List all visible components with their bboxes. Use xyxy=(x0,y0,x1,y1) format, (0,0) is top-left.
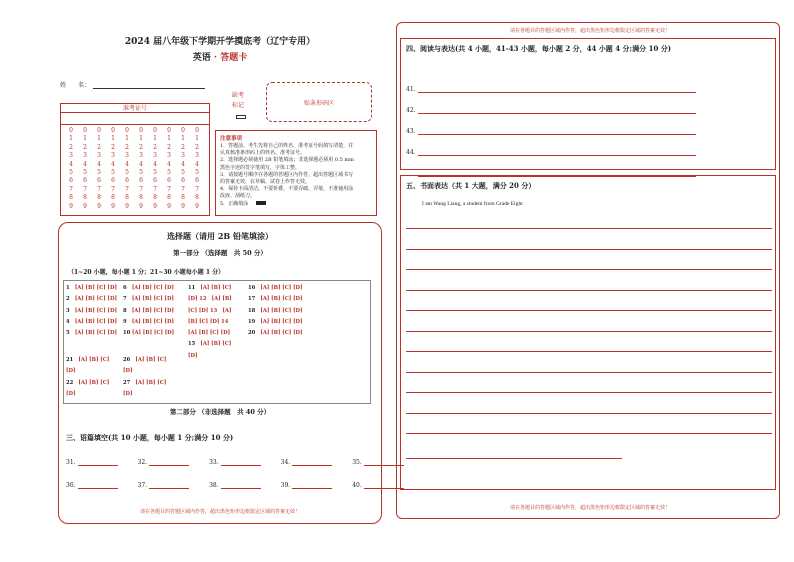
part2-title: 第二部分 （非选择题 共 40 分） xyxy=(169,408,271,416)
exam-id-digit[interactable]: 0 xyxy=(125,127,129,134)
essay-line[interactable] xyxy=(406,331,772,332)
mc-question-row[interactable]: 9 [A] [B] [C] [D] xyxy=(123,318,174,325)
essay-lines[interactable] xyxy=(406,228,772,454)
exam-id-digit[interactable]: 1 xyxy=(83,135,87,143)
mc-question-row[interactable]: 16 [A] [B] [C] [D] xyxy=(248,285,303,291)
exam-id-digit[interactable]: 9 xyxy=(111,202,115,210)
exam-id-digit[interactable]: 5 xyxy=(181,169,185,177)
fill-row-1[interactable] xyxy=(66,458,404,466)
essay-line[interactable] xyxy=(406,433,772,434)
mc-block-4[interactable] xyxy=(248,283,303,339)
exam-id-digit[interactable]: 4 xyxy=(153,160,157,168)
fill-blank[interactable] xyxy=(66,481,118,489)
warning-right-bottom: 请在各题目的答题区域内作答，超出黑色矩形边框限定区域的答案无效！ xyxy=(509,505,670,511)
exam-id-digit[interactable]: 3 xyxy=(111,152,115,160)
exam-id-digit[interactable]: 1 xyxy=(167,135,171,143)
mc-block-2[interactable] xyxy=(123,283,174,339)
essay-line[interactable] xyxy=(406,249,772,250)
name-field[interactable] xyxy=(93,80,205,89)
exam-id-digit[interactable]: 0 xyxy=(83,127,87,134)
exam-id-digit[interactable]: 1 xyxy=(139,135,143,143)
reading-answer-line[interactable] xyxy=(418,134,696,135)
exam-id-digit[interactable]: 1 xyxy=(153,135,157,143)
exam-id-digit[interactable]: 8 xyxy=(195,194,199,202)
section3-title: 三、语篇填空(共 10 小题，每小题 1 分;满分 10 分) xyxy=(66,433,234,442)
name-label: 姓 名： xyxy=(60,82,91,89)
mc-question-row[interactable]: [D] xyxy=(188,352,198,359)
mc-question-row[interactable]: 22 [A] [B] [C] xyxy=(66,379,110,386)
exam-id-digit[interactable]: 0 xyxy=(111,127,115,134)
essay-line[interactable] xyxy=(406,310,772,311)
exam-id-digit[interactable]: 7 xyxy=(195,185,199,193)
fill-blank[interactable] xyxy=(209,458,261,466)
absent-mark xyxy=(232,91,244,111)
exam-id-digit[interactable]: 4 xyxy=(69,160,73,168)
essay-line[interactable] xyxy=(406,392,772,393)
exam-id-digit[interactable]: 5 xyxy=(125,169,129,177)
exam-id-digit[interactable]: 1 xyxy=(195,135,199,143)
fill-blank-number: 39. xyxy=(280,482,291,489)
exam-id-digit[interactable]: 7 xyxy=(139,185,143,193)
exam-id-digit[interactable]: 6 xyxy=(167,177,171,185)
exam-id-digit[interactable]: 3 xyxy=(181,152,185,160)
mc-question-row[interactable]: 18 [A] [B] [C] [D] xyxy=(248,307,303,314)
exam-id-digit[interactable]: 6 xyxy=(97,177,101,185)
exam-id-digit[interactable]: 9 xyxy=(181,202,185,210)
fill-blank-line[interactable] xyxy=(149,481,189,489)
fill-blank[interactable] xyxy=(209,481,261,489)
fill-blank-line[interactable] xyxy=(149,458,189,466)
mc-block-1[interactable] xyxy=(66,283,117,339)
fill-blank[interactable] xyxy=(138,481,190,489)
absent-checkbox[interactable] xyxy=(236,115,246,119)
exam-id-digit[interactable]: 6 xyxy=(69,177,73,185)
mc-question-row[interactable]: 15 [A] [B] [C] xyxy=(188,341,232,348)
exam-id-digit[interactable]: 1 xyxy=(181,135,185,143)
exam-id-digit[interactable]: 2 xyxy=(195,143,199,151)
exam-id-digit[interactable]: 7 xyxy=(125,185,129,193)
exam-id-write-row[interactable] xyxy=(61,113,209,125)
exam-id-digit[interactable]: 6 xyxy=(139,177,143,185)
exam-id-column[interactable] xyxy=(193,127,201,211)
mc-question-row[interactable]: 10 [A] [B] [C] [D] xyxy=(123,330,175,337)
exam-id-digit[interactable]: 5 xyxy=(195,169,199,177)
exam-id-digit[interactable]: 2 xyxy=(83,143,87,151)
exam-id-digit[interactable]: 2 xyxy=(111,143,115,151)
exam-id-digit[interactable]: 1 xyxy=(69,135,73,143)
section4-answer-lines[interactable] xyxy=(406,72,696,177)
exam-id-digit[interactable]: 0 xyxy=(195,127,199,134)
absent-line2: 标记 xyxy=(232,102,245,109)
exam-id-digit[interactable]: 4 xyxy=(167,160,171,168)
mc-question-row[interactable]: 21 [A] [B] [C] xyxy=(66,357,110,363)
mc-question-row[interactable]: 4 [A] [B] [C] [D] xyxy=(66,318,117,325)
exam-id-digit[interactable]: 4 xyxy=(195,160,199,168)
mc-question-row[interactable]: [B] [C] [D] 14 xyxy=(188,318,229,325)
exam-id-digit[interactable]: 5 xyxy=(139,169,143,177)
exam-id-digit-grid[interactable] xyxy=(61,125,209,213)
exam-id-digit[interactable]: 2 xyxy=(181,143,185,151)
mc-block-5[interactable] xyxy=(66,355,109,400)
exam-id-digit[interactable]: 6 xyxy=(153,177,157,185)
fill-blank-number: 31. xyxy=(66,459,76,466)
fill-blank-line[interactable] xyxy=(78,458,118,466)
exam-id-digit[interactable]: 9 xyxy=(139,202,143,210)
mc-question-row[interactable]: [D] xyxy=(66,390,76,397)
fill-blank-line[interactable] xyxy=(78,481,118,489)
essay-line[interactable] xyxy=(406,413,772,414)
fill-blank-number: 40. xyxy=(352,482,362,489)
exam-id-digit[interactable]: 5 xyxy=(83,169,87,177)
subject-label: 英语 xyxy=(192,53,211,63)
exam-id-digit[interactable]: 9 xyxy=(69,202,73,210)
essay-opening: I am Wang Liang, a student from Grade Eight xyxy=(422,201,523,207)
reading-question-number: 44. xyxy=(406,149,416,156)
exam-id-digit[interactable]: 7 xyxy=(153,185,157,193)
exam-id-digit[interactable]: 7 xyxy=(167,185,171,193)
exam-id-digit[interactable]: 0 xyxy=(181,127,185,134)
reading-question-number: 41. xyxy=(406,86,416,93)
exam-id-digit[interactable]: 6 xyxy=(195,177,199,185)
exam-id-digit[interactable]: 0 xyxy=(69,127,73,134)
exam-id-digit[interactable]: 8 xyxy=(153,194,157,202)
mc-question-row[interactable]: 11 [A] [B] [C] xyxy=(188,285,232,291)
notice-title: 注意事项 xyxy=(220,136,243,142)
fill-blank-line[interactable] xyxy=(221,458,261,466)
exam-id-digit[interactable]: 2 xyxy=(167,143,171,151)
exam-id-digit[interactable]: 0 xyxy=(97,127,101,134)
exam-id-digit[interactable]: 9 xyxy=(153,202,157,210)
mc-question-row[interactable]: 26 [A] [B] [C] xyxy=(123,357,167,363)
barcode-label: 贴条形码区 xyxy=(303,99,334,107)
notice-box xyxy=(215,130,377,216)
fill-blank[interactable] xyxy=(66,458,118,466)
notice-line: 改液、刮纸刀。 xyxy=(220,193,256,200)
exam-id-digit[interactable]: 7 xyxy=(111,185,115,193)
notice-line: 1．答题前，考生先将自己的姓名、准考证号码填写清楚，并 xyxy=(220,143,354,149)
fill-blank-line[interactable] xyxy=(221,481,261,489)
part1-title: 第一部分 （选择题 共 50 分） xyxy=(173,249,267,257)
reading-answer-line[interactable] xyxy=(418,155,696,156)
exam-id-digit[interactable]: 8 xyxy=(181,194,185,202)
fill-blank[interactable] xyxy=(281,458,333,466)
exam-id-digit[interactable]: 0 xyxy=(153,127,157,134)
exam-id-title: 准考证号 xyxy=(61,104,209,113)
fill-blank[interactable] xyxy=(281,481,333,489)
fill-blank[interactable] xyxy=(138,458,190,466)
exam-id-column[interactable] xyxy=(109,127,117,211)
notice-line: 4．保持卡面清洁，不要折叠，不要弄破、弄皱，不准使用涂 xyxy=(220,186,354,193)
exam-id-digit[interactable]: 3 xyxy=(167,152,171,160)
exam-id-digit[interactable]: 3 xyxy=(195,152,199,160)
exam-id-digit[interactable]: 6 xyxy=(181,177,185,185)
exam-id-column[interactable] xyxy=(95,127,103,211)
section5-title: 五、书面表达（共 1 大题，满分 20 分） xyxy=(406,181,536,190)
exam-id-digit[interactable]: 9 xyxy=(83,202,87,210)
reading-answer-row[interactable] xyxy=(406,93,696,114)
mc-question-row[interactable]: [D] xyxy=(66,368,76,375)
exam-id-column[interactable] xyxy=(137,127,145,211)
exam-id-digit[interactable]: 4 xyxy=(125,160,129,168)
essay-last-line[interactable] xyxy=(406,458,622,459)
exam-id-digit[interactable]: 3 xyxy=(97,152,101,160)
mc-question-row[interactable]: 5 [A] [B] [C] [D] xyxy=(66,330,117,337)
fill-blank-number: 35. xyxy=(352,459,362,466)
mc-question-row[interactable]: 1 [A] [B] [C] [D] xyxy=(66,285,117,291)
exam-id-digit[interactable]: 3 xyxy=(83,152,87,160)
notice-line: 5．正确填涂 xyxy=(220,201,372,208)
exam-id-digit[interactable]: 9 xyxy=(125,202,129,210)
mc-question-row[interactable]: [D] 12 [A] [B] xyxy=(188,296,232,303)
fill-row-2[interactable] xyxy=(66,481,404,489)
exam-id-digit[interactable]: 2 xyxy=(153,143,157,151)
fill-blank-number: 33. xyxy=(209,459,219,466)
exam-id-digit[interactable]: 4 xyxy=(83,160,87,168)
exam-id-digit[interactable]: 2 xyxy=(69,143,73,151)
reading-answer-row[interactable] xyxy=(406,135,696,156)
essay-line[interactable] xyxy=(406,351,772,352)
filled-mark-example xyxy=(256,201,266,205)
exam-id-column[interactable] xyxy=(165,127,173,211)
exam-id-digit[interactable]: 5 xyxy=(69,169,73,177)
exam-id-column[interactable] xyxy=(67,127,75,211)
exam-id-digit[interactable]: 3 xyxy=(69,152,73,160)
warning-right-top: 请在各题目的答题区域内作答，超出黑色矩形边框限定区域的答案无效！ xyxy=(509,28,670,34)
exam-id-digit[interactable]: 6 xyxy=(83,177,87,185)
exam-id-digit[interactable]: 1 xyxy=(125,135,129,143)
exam-id-digit[interactable]: 5 xyxy=(111,169,115,177)
exam-id-digit[interactable]: 3 xyxy=(125,152,129,160)
fill-blank-line[interactable] xyxy=(292,458,332,466)
exam-id-digit[interactable]: 6 xyxy=(125,177,129,185)
section4-title: 四、阅读与表达(共 4 小题，41-43 小题，每小题 2 分，44 小题 4 分;满分 10 分) xyxy=(406,44,672,53)
mc-question-row[interactable]: 7 [A] [B] [C] [D] xyxy=(123,296,174,303)
mc-question-row[interactable]: 20 [A] [B] [C] [D] xyxy=(248,330,303,337)
exam-id-digit[interactable]: 8 xyxy=(125,194,129,202)
reading-answer-row[interactable] xyxy=(406,114,696,135)
exam-id-digit[interactable]: 7 xyxy=(83,185,87,193)
mc-question-row[interactable]: [A] [B] [C] [D] xyxy=(188,330,231,337)
reading-question-number: 43. xyxy=(406,128,416,135)
exam-id-digit[interactable]: 7 xyxy=(181,185,185,193)
exam-id-digit[interactable]: 0 xyxy=(139,127,143,134)
exam-id-digit[interactable]: 4 xyxy=(111,160,115,168)
scoring-note: （1~20 小题，每小题 1 分；21~30 小题每小题 1 分） xyxy=(68,269,225,276)
exam-id-digit[interactable]: 4 xyxy=(139,160,143,168)
exam-id-digit[interactable]: 4 xyxy=(97,160,101,168)
exam-title: 2024 届八年级下学期开学摸底考（辽宁专用） xyxy=(124,37,316,47)
notice-line: 认真核准条形码上的姓名、准考证号。 xyxy=(220,150,306,157)
exam-id-box xyxy=(60,103,210,216)
exam-id-column[interactable] xyxy=(179,127,187,211)
exam-id-digit[interactable]: 2 xyxy=(125,143,129,151)
exam-id-digit[interactable]: 8 xyxy=(167,194,171,202)
mc-question-row[interactable]: [D] xyxy=(123,368,133,375)
notice-line: 3．请按题号顺序在各题的答题区内作答，超出答题区域书写 xyxy=(220,171,354,178)
reading-answer-row[interactable] xyxy=(406,72,696,93)
subject-title: 英语 · 答题卡 xyxy=(192,53,248,63)
exam-id-digit[interactable]: 2 xyxy=(139,143,143,151)
reading-answer-line[interactable] xyxy=(418,113,696,114)
exam-id-digit[interactable]: 3 xyxy=(139,152,143,160)
essay-line[interactable] xyxy=(406,290,772,291)
fill-blank-number: 36. xyxy=(66,482,76,489)
mc-block-6[interactable] xyxy=(123,355,166,400)
fill-blank-number: 38. xyxy=(209,482,219,489)
exam-id-digit[interactable]: 8 xyxy=(111,194,115,202)
mc-question-row[interactable]: [C] [D] 13 [A] xyxy=(188,307,232,314)
mc-question-row[interactable]: 8 [A] [B] [C] [D] xyxy=(123,307,174,314)
fill-blank-line[interactable] xyxy=(292,481,332,489)
fill-blank-number: 37. xyxy=(137,482,148,489)
essay-line[interactable] xyxy=(406,269,772,270)
exam-id-digit[interactable]: 8 xyxy=(69,194,73,202)
choice-title: 选择题（请用 2B 铅笔填涂） xyxy=(167,231,273,241)
exam-id-digit[interactable]: 8 xyxy=(97,194,101,202)
mc-question-row[interactable]: [D] xyxy=(123,390,133,397)
notice-line: 的答案无效，在草稿、试卷上作答无效。 xyxy=(220,179,311,186)
essay-line[interactable] xyxy=(406,372,772,373)
essay-line[interactable] xyxy=(406,228,772,229)
exam-id-digit[interactable]: 5 xyxy=(167,169,171,177)
mc-block-3[interactable] xyxy=(188,283,232,362)
exam-id-column[interactable] xyxy=(123,127,131,211)
exam-id-digit[interactable]: 5 xyxy=(153,169,157,177)
exam-id-digit[interactable]: 3 xyxy=(153,152,157,160)
exam-id-digit[interactable]: 0 xyxy=(167,127,171,134)
exam-id-digit[interactable]: 8 xyxy=(83,194,87,202)
mc-question-row[interactable]: 27 [A] [B] [C] xyxy=(123,379,167,386)
exam-id-digit[interactable]: 7 xyxy=(97,185,101,193)
mc-question-row[interactable]: 19 [A] [B] [C] [D] xyxy=(248,318,303,325)
mc-question-row[interactable]: 6 [A] [B] [C] [D] xyxy=(123,285,174,291)
fill-blank-number: 34. xyxy=(280,459,291,466)
barcode-area xyxy=(266,82,372,122)
exam-id-digit[interactable]: 7 xyxy=(69,185,73,193)
fill-blank-number: 32. xyxy=(137,459,148,466)
absent-line1: 缺考 xyxy=(232,92,245,99)
reading-question-number: 42. xyxy=(406,107,416,114)
mc-question-row[interactable]: 2 [A] [B] [C] [D] xyxy=(66,296,117,303)
warning-left: 请在各题目的答题区域内作答，超出黑色矩形边框限定区域的答案无效！ xyxy=(139,509,300,515)
reading-answer-line[interactable] xyxy=(418,92,696,93)
exam-id-digit[interactable]: 1 xyxy=(97,135,101,143)
exam-id-digit[interactable]: 9 xyxy=(167,202,171,210)
exam-id-digit[interactable]: 4 xyxy=(181,160,185,168)
exam-id-digit[interactable]: 9 xyxy=(195,202,199,210)
exam-id-digit[interactable]: 2 xyxy=(97,143,101,151)
exam-id-digit[interactable]: 1 xyxy=(111,135,115,143)
exam-id-column[interactable] xyxy=(81,127,89,211)
exam-id-digit[interactable]: 9 xyxy=(97,202,101,210)
notice-line: 2．选择题必须使用 2B 铅笔填涂；非选择题必须用 0.5 mm xyxy=(220,157,354,164)
mc-question-row[interactable]: 17 [A] [B] [C] [D] xyxy=(248,296,303,303)
exam-id-digit[interactable]: 8 xyxy=(139,194,143,202)
answer-card-label: 答题卡 xyxy=(220,53,248,63)
notice-line: 黑色字迹的签字笔填写，字体工整。 xyxy=(220,164,301,171)
exam-id-digit[interactable]: 6 xyxy=(111,177,115,185)
notice-lines xyxy=(220,143,372,208)
exam-id-digit[interactable]: 5 xyxy=(97,169,101,177)
exam-id-column[interactable] xyxy=(151,127,159,211)
mc-question-row[interactable]: 3 [A] [B] [C] [D] xyxy=(66,307,117,314)
